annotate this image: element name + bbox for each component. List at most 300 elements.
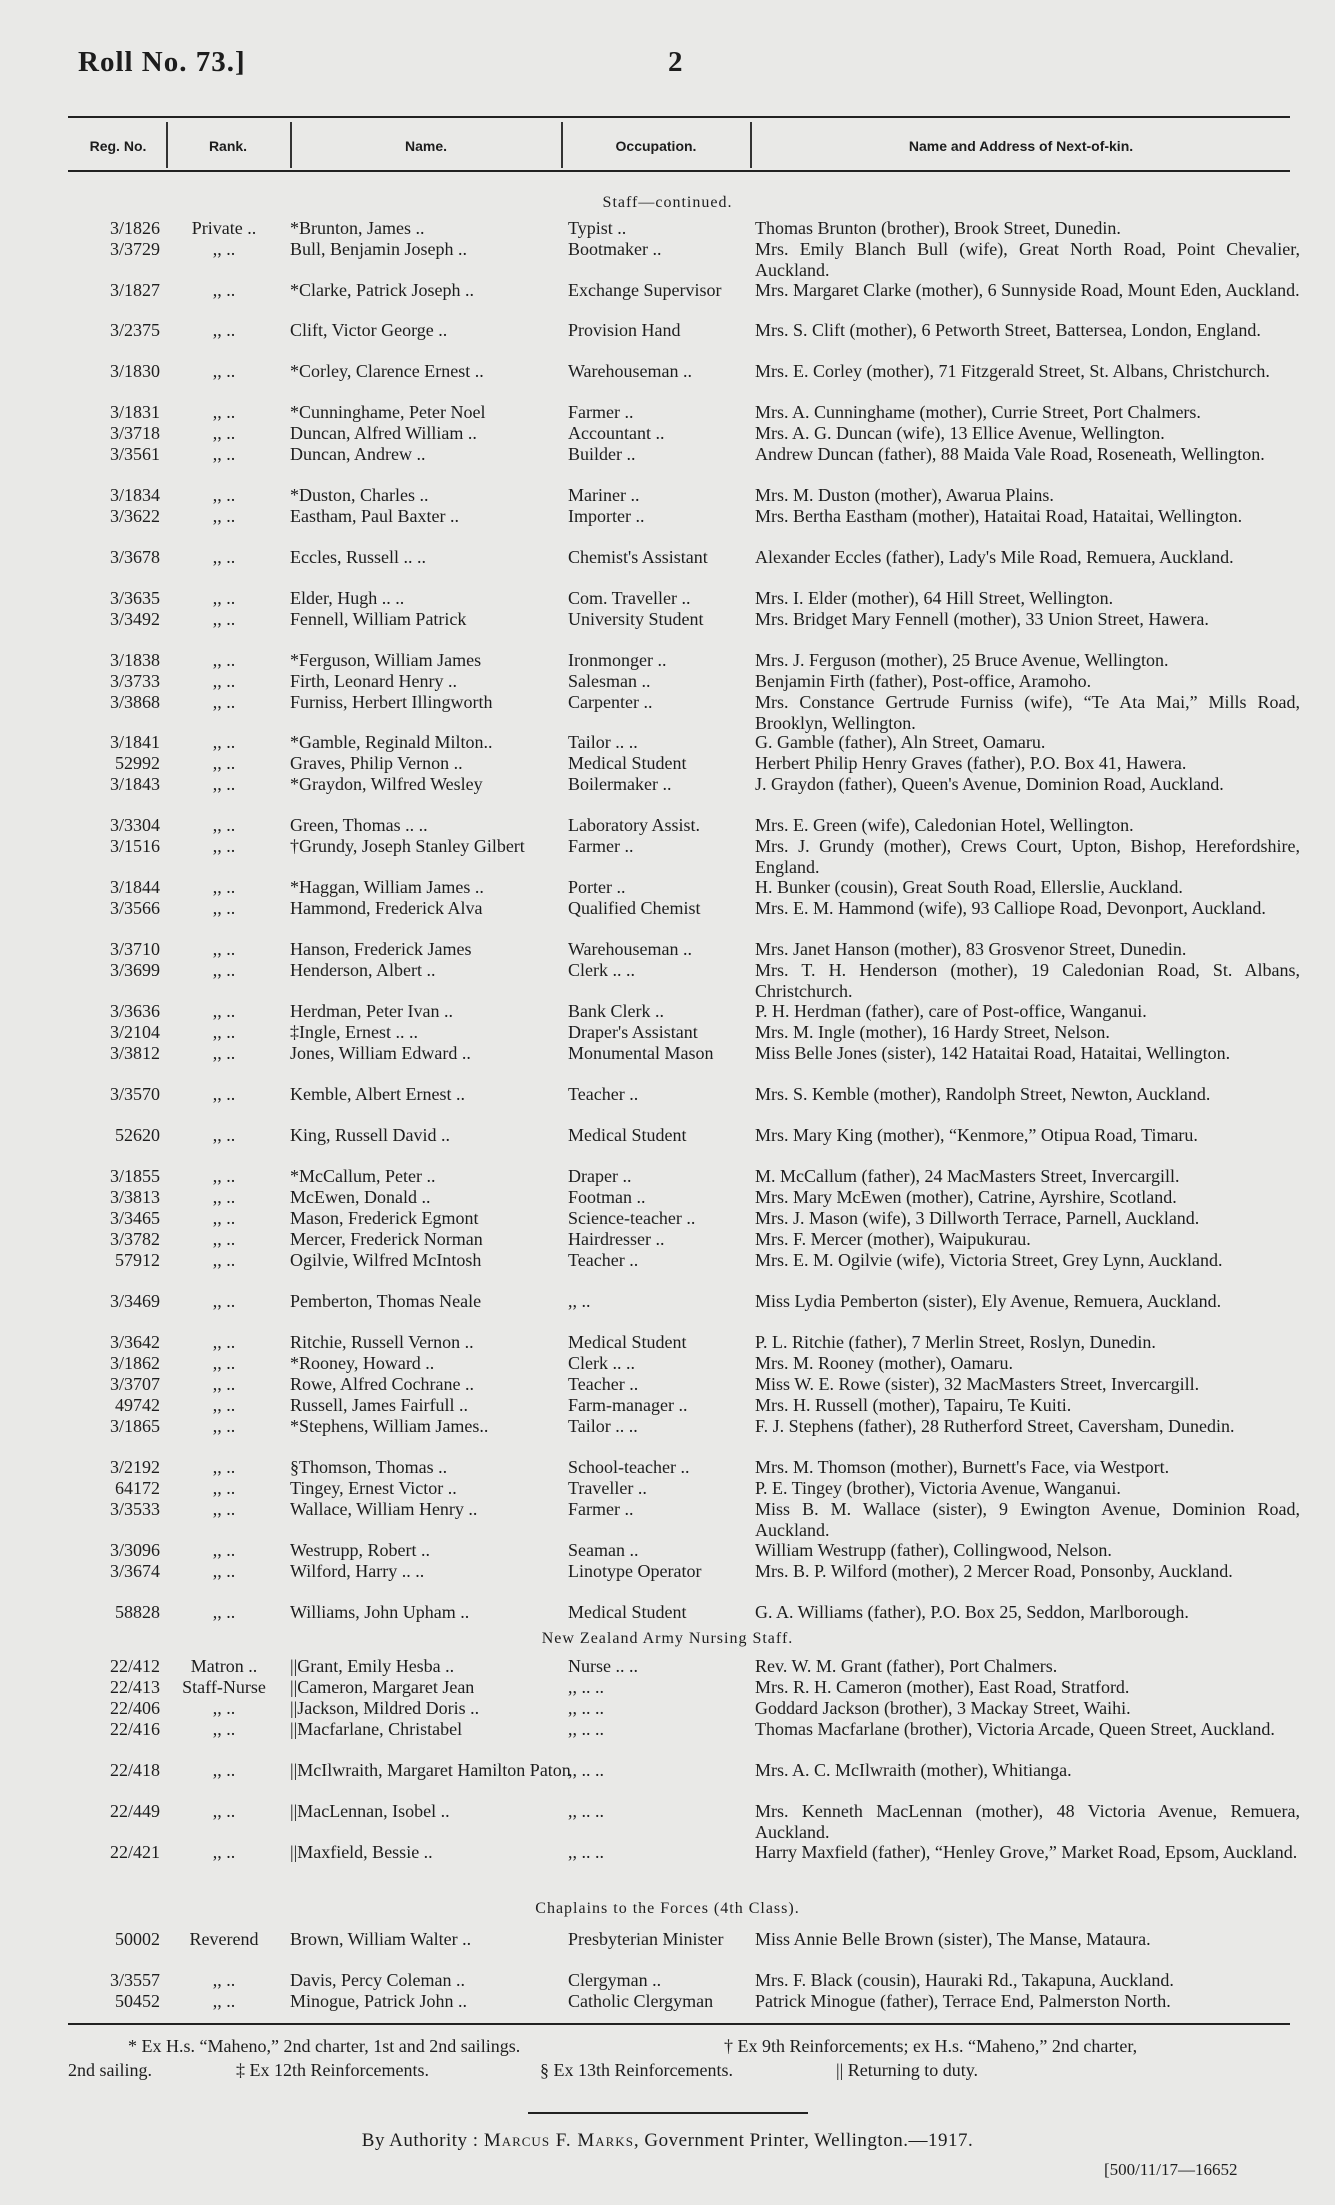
next-of-kin-cell: Patrick Minogue (father), Terrace End, Palmerston North. (755, 1991, 1171, 2011)
footnote-maheno: * Ex H.s. “Maheno,” 2nd charter, 1st and 2nd sailings. (128, 2036, 521, 2056)
rank-cell: ,, .. (212, 1374, 236, 1394)
reg-no-cell: 22/412 (109, 1656, 160, 1676)
rank-cell: ,, .. (212, 1291, 236, 1311)
rank-cell: ,, .. (212, 1001, 236, 1021)
name-cell: *Duston, Charles .. (290, 485, 429, 505)
occupation-cell: Clergyman .. (568, 1970, 662, 1990)
occupation-cell: Warehouseman .. (568, 939, 693, 959)
name-cell: *Rooney, Howard .. (290, 1353, 435, 1373)
name-cell: *Clarke, Patrick Joseph .. (290, 280, 474, 300)
rank-cell: ,, .. (212, 1332, 236, 1352)
name-cell: †Grundy, Joseph Stanley Gilbert (290, 836, 525, 856)
next-of-kin-cell: Miss Lydia Pemberton (sister), Ely Avenue, Remuera, Auckland. (755, 1291, 1222, 1311)
next-of-kin-cell: Rev. W. M. Grant (father), Port Chalmers. (755, 1656, 1058, 1676)
next-of-kin-cell: Mrs. E. Green (wife), Caledonian Hotel, Wellington. (755, 815, 1134, 835)
rank-cell: ,, .. (212, 692, 236, 712)
name-cell: ‡Ingle, Ernest .. .. (290, 1022, 418, 1042)
occupation-cell: Boilermaker .. (568, 774, 672, 794)
reg-no-cell: 3/3622 (109, 506, 160, 526)
next-of-kin-cell: Miss Annie Belle Brown (sister), The Manse, Mataura. (755, 1929, 1151, 1949)
occupation-cell: ,, .. .. (568, 1760, 604, 1780)
occupation-cell: ,, .. .. (568, 1698, 604, 1718)
name-cell: Jones, William Edward .. (290, 1043, 471, 1063)
rank-cell: ,, .. (212, 320, 236, 340)
name-cell: ||Macfarlane, Christabel (290, 1719, 463, 1739)
occupation-cell: Clerk .. .. (568, 1353, 635, 1373)
occupation-cell: Medical Student (568, 1125, 687, 1145)
reg-no-cell: 3/1838 (109, 650, 160, 670)
name-cell: Graves, Philip Vernon .. (290, 753, 463, 773)
next-of-kin-cell: Alexander Eccles (father), Lady's Mile Road, Remuera, Auckland. (755, 547, 1234, 567)
next-of-kin-cell: Mrs. A. C. McIlwraith (mother), Whitianga. (755, 1760, 1072, 1780)
name-cell: Bull, Benjamin Joseph .. (290, 239, 467, 259)
occupation-cell: ,, .. (568, 1291, 591, 1311)
reg-no-cell: 3/1831 (109, 402, 160, 422)
rank-cell: ,, .. (212, 1478, 236, 1498)
name-cell: Fennell, William Patrick (290, 609, 467, 629)
occupation-cell: Hairdresser .. (568, 1229, 665, 1249)
rank-cell: ,, .. (212, 1991, 236, 2011)
rank-cell: Staff-Nurse (182, 1677, 266, 1697)
next-of-kin-cell: Mrs. Kenneth MacLennan (mother), 48 Victoria Avenue, Remuera, Auckland. (755, 1801, 1300, 1842)
occupation-cell: Footman .. (568, 1187, 646, 1207)
name-cell: *Haggan, William James .. (290, 877, 484, 897)
reg-no-cell: 22/416 (109, 1719, 160, 1739)
rank-cell: ,, .. (212, 506, 236, 526)
occupation-cell: Warehouseman .. (568, 361, 693, 381)
rank-cell: ,, .. (212, 485, 236, 505)
reg-no-cell: 50002 (115, 1929, 160, 1949)
next-of-kin-cell: Benjamin Firth (father), Post-office, Aramoho. (755, 671, 1092, 691)
name-cell: Green, Thomas .. .. (290, 815, 428, 835)
next-of-kin-cell: Thomas Brunton (brother), Brook Street, Dunedin. (755, 218, 1121, 238)
name-cell: Herdman, Peter Ivan .. (290, 1001, 453, 1021)
occupation-cell: Science-teacher .. (568, 1208, 696, 1228)
authority-suffix: , Government Printer, Wellington.—1917. (633, 2130, 974, 2151)
rank-cell: ,, .. (212, 1353, 236, 1373)
rank-cell: ,, .. (212, 1801, 236, 1821)
next-of-kin-cell: Miss W. E. Rowe (sister), 32 MacMasters Street, Invercargill. (755, 1374, 1200, 1394)
next-of-kin-cell: Mrs. M. Thomson (mother), Burnett's Face, via Westport. (755, 1457, 1170, 1477)
next-of-kin-cell: Mrs. Mary McEwen (mother), Catrine, Ayrshire, Scotland. (755, 1187, 1177, 1207)
next-of-kin-cell: Thomas Macfarlane (brother), Victoria Arcade, Queen Street, Auckland. (755, 1719, 1275, 1739)
next-of-kin-cell: Mrs. Bridget Mary Fennell (mother), 33 Union Street, Hawera. (755, 609, 1209, 629)
rank-cell: ,, .. (212, 1022, 236, 1042)
rank-cell: ,, .. (212, 1719, 236, 1739)
rank-cell: ,, .. (212, 1970, 236, 1990)
name-cell: Duncan, Alfred William .. (290, 423, 477, 443)
reg-no-cell: 3/2375 (109, 320, 160, 340)
footnote-13th-reinforcements: § Ex 13th Reinforcements. (540, 2060, 733, 2080)
occupation-cell: Draper's Assistant (568, 1022, 698, 1042)
next-of-kin-cell: Mrs. S. Kemble (mother), Randolph Street, Newton, Auckland. (755, 1084, 1211, 1104)
name-cell: Kemble, Albert Ernest .. (290, 1084, 465, 1104)
rank-cell: ,, .. (212, 815, 236, 835)
reg-no-cell: 3/1826 (109, 218, 160, 238)
occupation-cell: Monumental Mason (568, 1043, 714, 1063)
occupation-cell: Com. Traveller .. (568, 588, 691, 608)
next-of-kin-cell: Mrs. Mary King (mother), “Kenmore,” Otipua Road, Timaru. (755, 1125, 1198, 1145)
occupation-cell: Farm-manager .. (568, 1395, 688, 1415)
reg-no-cell: 3/3636 (109, 1001, 160, 1021)
next-of-kin-cell: Mrs. R. H. Cameron (mother), East Road, Stratford. (755, 1677, 1130, 1697)
occupation-cell: Mariner .. (568, 485, 640, 505)
reg-no-cell: 3/3642 (109, 1332, 160, 1352)
reg-no-cell: 3/1855 (109, 1166, 160, 1186)
reg-no-cell: 3/1516 (109, 836, 160, 856)
rank-cell: ,, .. (212, 650, 236, 670)
occupation-cell: Seaman .. (568, 1540, 639, 1560)
name-cell: Elder, Hugh .. .. (290, 588, 405, 608)
reg-no-cell: 3/1834 (109, 485, 160, 505)
rank-cell: ,, .. (212, 1208, 236, 1228)
name-cell: *Brunton, James .. (290, 218, 425, 238)
name-cell: Mason, Frederick Egmont (290, 1208, 479, 1228)
next-of-kin-cell: Mrs. M. Duston (mother), Awarua Plains. (755, 485, 1054, 505)
reg-no-cell: 3/1865 (109, 1416, 160, 1436)
name-cell: Wilford, Harry .. .. (290, 1561, 425, 1581)
name-cell: Tingey, Ernest Victor .. (290, 1478, 457, 1498)
authority-line (0, 2130, 1335, 2152)
reg-no-cell: 49742 (115, 1395, 160, 1415)
reg-no-cell: 3/3699 (109, 960, 160, 980)
occupation-cell: Bank Clerk .. (568, 1001, 664, 1021)
rank-cell: ,, .. (212, 1043, 236, 1063)
rank-cell: ,, .. (212, 671, 236, 691)
name-cell: Westrupp, Robert .. (290, 1540, 431, 1560)
next-of-kin-cell: Andrew Duncan (father), 88 Maida Vale Road, Roseneath, Wellington. (755, 444, 1265, 464)
occupation-cell: Porter .. (568, 877, 626, 897)
rank-cell: ,, .. (212, 1166, 236, 1186)
next-of-kin-cell: J. Graydon (father), Queen's Avenue, Dominion Road, Auckland. (755, 774, 1224, 794)
col-name: Name. (404, 138, 448, 154)
occupation-cell: Farmer .. (568, 836, 634, 856)
print-code: [500/11/17—16652 (1104, 2160, 1238, 2179)
occupation-cell: Accountant .. (568, 423, 665, 443)
reg-no-cell: 3/3868 (109, 692, 160, 712)
next-of-kin-cell: Herbert Philip Henry Graves (father), P.O. Box 41, Hawera. (755, 753, 1187, 773)
occupation-cell: Exchange Supervisor (568, 280, 722, 300)
reg-no-cell: 3/3707 (109, 1374, 160, 1394)
name-cell: Wallace, William Henry .. (290, 1499, 478, 1519)
authority-rule (528, 2112, 808, 2114)
name-cell: ||Cameron, Margaret Jean (290, 1677, 475, 1697)
next-of-kin-cell: Mrs. Emily Blanch Bull (wife), Great North Road, Point Chevalier, Auckland. (755, 239, 1300, 280)
rank-cell: ,, .. (212, 1084, 236, 1104)
next-of-kin-cell: F. J. Stephens (father), 28 Rutherford Street, Caversham, Dunedin. (755, 1416, 1235, 1436)
reg-no-cell: 52620 (115, 1125, 160, 1145)
reg-no-cell: 3/1844 (109, 877, 160, 897)
rank-cell: Private .. (191, 218, 257, 238)
name-cell: ||Grant, Emily Hesba .. (290, 1656, 455, 1676)
next-of-kin-cell: Harry Maxfield (father), “Henley Grove,” Market Road, Epsom, Auckland. (755, 1842, 1298, 1862)
occupation-cell: Clerk .. .. (568, 960, 635, 980)
rank-cell: ,, .. (212, 444, 236, 464)
next-of-kin-cell: Mrs. H. Russell (mother), Tapairu, Te Kuiti. (755, 1395, 1072, 1415)
occupation-cell: Bootmaker .. (568, 239, 662, 259)
next-of-kin-cell: Mrs. F. Mercer (mother), Waipukurau. (755, 1229, 1031, 1249)
name-cell: *McCallum, Peter .. (290, 1166, 436, 1186)
next-of-kin-cell: Mrs. A. G. Duncan (wife), 13 Ellice Avenue, Wellington. (755, 423, 1165, 443)
section-heading: Chaplains to the Forces (4th Class). (535, 1900, 800, 1917)
name-cell: Henderson, Albert .. (290, 960, 436, 980)
next-of-kin-cell: Mrs. Margaret Clarke (mother), 6 Sunnyside Road, Mount Eden, Auckland. (755, 280, 1300, 300)
roll-number: Roll No. 73.] (78, 46, 246, 78)
next-of-kin-cell: Mrs. F. Black (cousin), Hauraki Rd., Takapuna, Auckland. (755, 1970, 1174, 1990)
next-of-kin-cell: Goddard Jackson (brother), 3 Mackay Street, Waihi. (755, 1698, 1131, 1718)
rank-cell: Matron .. (190, 1656, 258, 1676)
rank-cell: ,, .. (212, 423, 236, 443)
reg-no-cell: 3/3469 (109, 1291, 160, 1311)
occupation-cell: Presbyterian Minister (568, 1929, 724, 1949)
name-cell: Furniss, Herbert Illingworth (290, 692, 493, 712)
rank-cell: ,, .. (212, 939, 236, 959)
footnote-12th-reinforcements: ‡ Ex 12th Reinforcements. (236, 2060, 429, 2080)
next-of-kin-cell: Mrs. Constance Gertrude Furniss (wife), “Te Ata Mai,” Mills Road, Brooklyn, Wellington. (755, 692, 1300, 733)
next-of-kin-cell: Mrs. M. Ingle (mother), 16 Hardy Street, Nelson. (755, 1022, 1110, 1042)
occupation-cell: Chemist's Assistant (568, 547, 708, 567)
name-cell: Eccles, Russell .. .. (290, 547, 426, 567)
reg-no-cell: 3/1862 (109, 1353, 160, 1373)
rank-cell: ,, .. (212, 280, 236, 300)
next-of-kin-cell: Mrs. M. Rooney (mother), Oamaru. (755, 1353, 1013, 1373)
occupation-cell: Draper .. (568, 1166, 632, 1186)
name-cell: *Graydon, Wilfred Wesley (290, 774, 483, 794)
occupation-cell: Typist .. (568, 218, 627, 238)
reg-no-cell: 22/421 (109, 1842, 160, 1862)
occupation-cell: Laboratory Assist. (568, 815, 700, 835)
rank-cell: ,, .. (212, 1760, 236, 1780)
next-of-kin-cell: Mrs. E. M. Hammond (wife), 93 Calliope Road, Devonport, Auckland. (755, 898, 1266, 918)
occupation-cell: Builder .. (568, 444, 636, 464)
footnote-9th-reinforcements: † Ex 9th Reinforcements; ex H.s. “Maheno,” 2nd charter, (724, 2036, 1138, 2056)
reg-no-cell: 3/3718 (109, 423, 160, 443)
name-cell: Ritchie, Russell Vernon .. (290, 1332, 474, 1352)
reg-no-cell: 3/3561 (109, 444, 160, 464)
occupation-cell: Farmer .. (568, 402, 634, 422)
name-cell: ||Maxfield, Bessie .. (290, 1842, 433, 1862)
name-cell: Duncan, Andrew .. (290, 444, 426, 464)
rank-cell: ,, .. (212, 877, 236, 897)
name-cell: Minogue, Patrick John .. (290, 1991, 467, 2011)
name-cell: Pemberton, Thomas Neale (290, 1291, 482, 1311)
col-occupation: Occupation. (615, 138, 697, 154)
next-of-kin-cell: Mrs. A. Cunninghame (mother), Currie Street, Port Chalmers. (755, 402, 1201, 422)
reg-no-cell: 3/3678 (109, 547, 160, 567)
rank-cell: ,, .. (212, 1229, 236, 1249)
occupation-cell: Traveller .. (568, 1478, 647, 1498)
occupation-cell: Importer .. (568, 506, 645, 526)
rank-cell: ,, .. (212, 402, 236, 422)
rank-cell: ,, .. (212, 1698, 236, 1718)
name-cell: *Stephens, William James.. (290, 1416, 489, 1436)
name-cell: Ogilvie, Wilfred McIntosh (290, 1250, 482, 1270)
name-cell: ||Jackson, Mildred Doris .. (290, 1698, 480, 1718)
name-cell: Firth, Leonard Henry .. (290, 671, 457, 691)
name-cell: Hammond, Frederick Alva (290, 898, 483, 918)
authority-prefix: By Authority : (361, 2130, 479, 2151)
rank-cell: ,, .. (212, 1395, 236, 1415)
col-rank: Rank. (208, 138, 248, 154)
occupation-cell: Carpenter .. (568, 692, 653, 712)
next-of-kin-cell: P. H. Herdman (father), care of Post-office, Wanganui. (755, 1001, 1147, 1021)
next-of-kin-cell: H. Bunker (cousin), Great South Road, Ellerslie, Auckland. (755, 877, 1183, 897)
rank-cell: ,, .. (212, 547, 236, 567)
rank-cell: ,, .. (212, 960, 236, 980)
name-cell: *Gamble, Reginald Milton.. (290, 732, 493, 752)
occupation-cell: Farmer .. (568, 1499, 634, 1519)
occupation-cell: ,, .. .. (568, 1842, 604, 1862)
printer-name: Marcus F. Marks (483, 2130, 634, 2151)
reg-no-cell: 22/449 (109, 1801, 160, 1821)
next-of-kin-cell: Mrs. Janet Hanson (mother), 83 Grosvenor Street, Dunedin. (755, 939, 1187, 959)
occupation-cell: Tailor .. .. (568, 732, 638, 752)
next-of-kin-cell: Mrs. J. Grundy (mother), Crews Court, Upton, Bishop, Herefordshire, England. (755, 836, 1300, 877)
reg-no-cell: 3/3729 (109, 239, 160, 259)
col-next-of-kin: Name and Address of Next-of-kin. (908, 138, 1134, 154)
reg-no-cell: 3/1843 (109, 774, 160, 794)
reg-no-cell: 22/406 (109, 1698, 160, 1718)
reg-no-cell: 3/3710 (109, 939, 160, 959)
reg-no-cell: 64172 (115, 1478, 160, 1498)
name-cell: *Corley, Clarence Ernest .. (290, 361, 484, 381)
reg-no-cell: 57912 (115, 1250, 160, 1270)
rank-cell: ,, .. (212, 1842, 236, 1862)
name-cell: Clift, Victor George .. (290, 320, 448, 340)
reg-no-cell: 3/2192 (109, 1457, 160, 1477)
name-cell: ||McIlwraith, Margaret Hamilton Paton (290, 1760, 571, 1780)
occupation-cell: Catholic Clergyman (568, 1991, 714, 2011)
next-of-kin-cell: Mrs. B. P. Wilford (mother), 2 Mercer Road, Ponsonby, Auckland. (755, 1561, 1233, 1581)
name-cell: Williams, John Upham .. (290, 1602, 470, 1622)
occupation-cell: ,, .. .. (568, 1719, 604, 1739)
occupation-cell: School-teacher .. (568, 1457, 690, 1477)
rank-cell: ,, .. (212, 1602, 236, 1622)
col-reg-no: Reg. No. (89, 138, 147, 154)
rank-cell: ,, .. (212, 1457, 236, 1477)
rank-cell: ,, .. (212, 1187, 236, 1207)
occupation-cell: University Student (568, 609, 704, 629)
reg-no-cell: 52992 (115, 753, 160, 773)
occupation-cell: Teacher .. (568, 1250, 639, 1270)
section-heading: Staff—continued. (602, 194, 733, 211)
name-cell: Eastham, Paul Baxter .. (290, 506, 459, 526)
header-rule-bottom (68, 170, 1290, 172)
reg-no-cell: 3/3566 (109, 898, 160, 918)
reg-no-cell: 3/3570 (109, 1084, 160, 1104)
rank-cell: ,, .. (212, 836, 236, 856)
occupation-cell: Ironmonger .. (568, 650, 667, 670)
reg-no-cell: 3/3733 (109, 671, 160, 691)
occupation-cell: ,, .. .. (568, 1677, 604, 1697)
next-of-kin-cell: Mrs. J. Ferguson (mother), 25 Bruce Avenue, Wellington. (755, 650, 1169, 670)
occupation-cell: Teacher .. (568, 1374, 639, 1394)
rank-cell: ,, .. (212, 1540, 236, 1560)
next-of-kin-cell: William Westrupp (father), Collingwood, Nelson. (755, 1540, 1112, 1560)
next-of-kin-cell: Mrs. E. M. Ogilvie (wife), Victoria Street, Grey Lynn, Auckland. (755, 1250, 1223, 1270)
reg-no-cell: 3/2104 (109, 1022, 160, 1042)
rank-cell: ,, .. (212, 1499, 236, 1519)
rank-cell: ,, .. (212, 609, 236, 629)
occupation-cell: Provision Hand (568, 320, 681, 340)
next-of-kin-cell: Mrs. E. Corley (mother), 71 Fitzgerald Street, St. Albans, Christchurch. (755, 361, 1270, 381)
reg-no-cell: 3/3782 (109, 1229, 160, 1249)
occupation-cell: Salesman .. (568, 671, 651, 691)
reg-no-cell: 3/3492 (109, 609, 160, 629)
name-cell: ||MacLennan, Isobel .. (290, 1801, 450, 1821)
next-of-kin-cell: Mrs. Bertha Eastham (mother), Hataitai Road, Hataitai, Wellington. (755, 506, 1243, 526)
next-of-kin-cell: P. E. Tingey (brother), Victoria Avenue, Wanganui. (755, 1478, 1121, 1498)
reg-no-cell: 58828 (115, 1602, 160, 1622)
rank-cell: ,, .. (212, 898, 236, 918)
reg-no-cell: 3/3812 (109, 1043, 160, 1063)
reg-no-cell: 3/3465 (109, 1208, 160, 1228)
rank-cell: ,, .. (212, 588, 236, 608)
reg-no-cell: 3/3096 (109, 1540, 160, 1560)
rank-cell: ,, .. (212, 774, 236, 794)
rank-cell: ,, .. (212, 753, 236, 773)
reg-no-cell: 3/3674 (109, 1561, 160, 1581)
next-of-kin-cell: Miss Belle Jones (sister), 142 Hataitai Road, Hataitai, Wellington. (755, 1043, 1231, 1063)
reg-no-cell: 3/3557 (109, 1970, 160, 1990)
footnote-2nd-sailing: 2nd sailing. (68, 2060, 152, 2080)
next-of-kin-cell: Mrs. T. H. Henderson (mother), 19 Caledonian Road, St. Albans, Christchurch. (755, 960, 1300, 1001)
rank-cell: ,, .. (212, 239, 236, 259)
name-cell: *Ferguson, William James (290, 650, 482, 670)
name-cell: Mercer, Frederick Norman (290, 1229, 483, 1249)
reg-no-cell: 3/3813 (109, 1187, 160, 1207)
occupation-cell: Qualified Chemist (568, 898, 701, 918)
next-of-kin-cell: G. A. Williams (father), P.O. Box 25, Seddon, Marlborough. (755, 1602, 1189, 1622)
rank-cell: ,, .. (212, 361, 236, 381)
name-cell: *Cunninghame, Peter Noel (290, 402, 486, 422)
reg-no-cell: 3/3533 (109, 1499, 160, 1519)
rank-cell: ,, .. (212, 1561, 236, 1581)
reg-no-cell: 22/418 (109, 1760, 160, 1780)
next-of-kin-cell: Mrs. I. Elder (mother), 64 Hill Street, Wellington. (755, 588, 1114, 608)
rank-cell: ,, .. (212, 1416, 236, 1436)
reg-no-cell: 3/3635 (109, 588, 160, 608)
name-cell: King, Russell David .. (290, 1125, 450, 1145)
occupation-cell: Medical Student (568, 753, 687, 773)
name-cell: Hanson, Frederick James (290, 939, 472, 959)
next-of-kin-cell: P. L. Ritchie (father), 7 Merlin Street, Roslyn, Dunedin. (755, 1332, 1156, 1352)
reg-no-cell: 3/3304 (109, 815, 160, 835)
reg-no-cell: 3/1841 (109, 732, 160, 752)
next-of-kin-cell: Mrs. J. Mason (wife), 3 Dillworth Terrace, Parnell, Auckland. (755, 1208, 1200, 1228)
page-number: 2 (668, 46, 683, 78)
name-cell: §Thomson, Thomas .. (290, 1457, 448, 1477)
occupation-cell: Medical Student (568, 1332, 687, 1352)
next-of-kin-cell: G. Gamble (father), Aln Street, Oamaru. (755, 732, 1046, 752)
occupation-cell: Medical Student (568, 1602, 687, 1622)
rank-cell: ,, .. (212, 1250, 236, 1270)
occupation-cell: Teacher .. (568, 1084, 639, 1104)
reg-no-cell: 3/1827 (109, 280, 160, 300)
footnote-returning-to-duty: || Returning to duty. (836, 2060, 979, 2080)
next-of-kin-cell: Miss B. M. Wallace (sister), 9 Ewington Avenue, Dominion Road, Auckland. (755, 1499, 1300, 1540)
footnote-rule (68, 2023, 1290, 2025)
reg-no-cell: 3/1830 (109, 361, 160, 381)
rank-cell: ,, .. (212, 1125, 236, 1145)
header-rule-top (68, 116, 1290, 118)
reg-no-cell: 22/413 (109, 1677, 160, 1697)
name-cell: Russell, James Fairfull .. (290, 1395, 468, 1415)
name-cell: McEwen, Donald .. (290, 1187, 431, 1207)
next-of-kin-cell: M. McCallum (father), 24 MacMasters Street, Invercargill. (755, 1166, 1180, 1186)
reg-no-cell: 50452 (115, 1991, 160, 2011)
name-cell: Rowe, Alfred Cochrane .. (290, 1374, 474, 1394)
